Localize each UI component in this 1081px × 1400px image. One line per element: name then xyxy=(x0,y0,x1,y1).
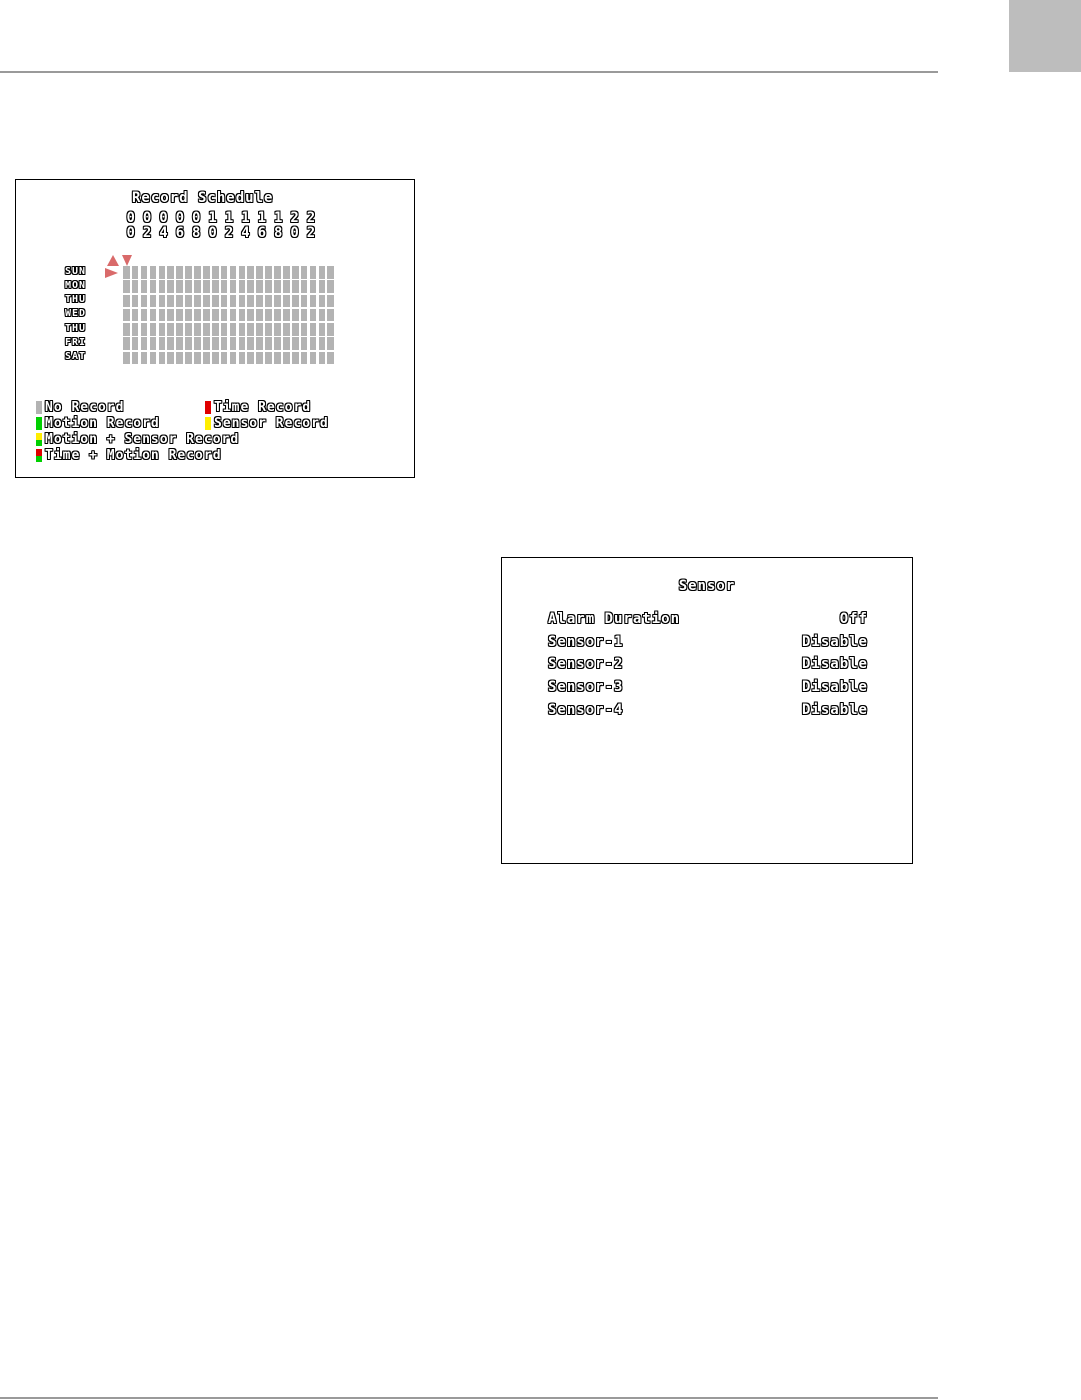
schedule-cell[interactable] xyxy=(247,337,254,350)
schedule-cell[interactable] xyxy=(141,295,148,308)
schedule-cell[interactable] xyxy=(132,352,139,365)
footer-rule xyxy=(0,1397,938,1399)
schedule-cell[interactable] xyxy=(265,309,272,322)
schedule-cell[interactable] xyxy=(319,352,326,365)
header-rule xyxy=(0,71,938,73)
schedule-cell[interactable] xyxy=(256,337,263,350)
legend-time-motion-record xyxy=(36,448,222,463)
schedule-cell[interactable] xyxy=(256,352,263,365)
hour-tens-row xyxy=(123,210,320,226)
schedule-cell[interactable] xyxy=(256,266,263,279)
schedule-cell[interactable] xyxy=(310,323,317,336)
schedule-cell[interactable] xyxy=(132,337,139,350)
schedule-cell[interactable] xyxy=(301,323,308,336)
cursor-up-arrow-icon[interactable] xyxy=(107,255,119,266)
swatch-motion-sensor-record xyxy=(36,433,42,446)
schedule-cell[interactable] xyxy=(221,337,228,350)
schedule-cell[interactable] xyxy=(167,266,174,279)
schedule-cell[interactable] xyxy=(274,352,281,365)
schedule-cell[interactable] xyxy=(239,309,246,322)
day-label-mon: MON xyxy=(65,280,87,291)
schedule-cell[interactable] xyxy=(150,337,157,350)
menu-row-label: Sensor-3 xyxy=(548,679,624,695)
schedule-cell[interactable] xyxy=(274,309,281,322)
schedule-cell[interactable] xyxy=(150,352,157,365)
schedule-cell[interactable] xyxy=(194,266,201,279)
schedule-cell[interactable] xyxy=(292,280,299,293)
hour-digit: 1 xyxy=(273,210,284,226)
schedule-cell[interactable] xyxy=(319,295,326,308)
hour-ones-row xyxy=(123,225,320,241)
legend-label: No Record xyxy=(45,400,125,415)
schedule-cell[interactable] xyxy=(301,280,308,293)
schedule-cell[interactable] xyxy=(319,323,326,336)
legend-time-record xyxy=(205,400,311,415)
schedule-cell[interactable] xyxy=(301,266,308,279)
schedule-cell[interactable] xyxy=(194,295,201,308)
menu-row-sensor-2[interactable] xyxy=(548,656,868,672)
schedule-cell[interactable] xyxy=(230,337,237,350)
schedule-cell[interactable] xyxy=(167,280,174,293)
menu-row-label: Alarm Duration xyxy=(548,611,681,627)
schedule-cell[interactable] xyxy=(159,337,166,350)
schedule-cell[interactable] xyxy=(239,337,246,350)
schedule-cell[interactable] xyxy=(132,323,139,336)
legend-label: Time + Motion Record xyxy=(45,448,222,463)
hour-digit: 0 xyxy=(290,225,300,241)
schedule-cell[interactable] xyxy=(221,280,228,293)
schedule-cell[interactable] xyxy=(203,352,210,365)
record-schedule-title: Record Schedule xyxy=(132,190,274,206)
schedule-cell[interactable] xyxy=(310,352,317,365)
schedule-cell[interactable] xyxy=(185,323,192,336)
schedule-cell[interactable] xyxy=(159,280,166,293)
schedule-cell[interactable] xyxy=(203,295,210,308)
schedule-cell[interactable] xyxy=(221,266,228,279)
schedule-cell[interactable] xyxy=(274,323,281,336)
hour-digit: 2 xyxy=(306,210,317,226)
schedule-cell[interactable] xyxy=(194,323,201,336)
schedule-cell[interactable] xyxy=(212,323,219,336)
schedule-cell[interactable] xyxy=(123,266,130,279)
schedule-cell[interactable] xyxy=(185,266,192,279)
schedule-cell[interactable] xyxy=(167,337,174,350)
hour-digit: 1 xyxy=(208,210,218,226)
schedule-cell[interactable] xyxy=(141,323,148,336)
hour-digit: 6 xyxy=(175,225,186,241)
menu-row-sensor-4[interactable] xyxy=(548,702,868,718)
schedule-cell[interactable] xyxy=(310,295,317,308)
hour-digit: 0 xyxy=(192,210,202,226)
schedule-cell[interactable] xyxy=(167,309,174,322)
hour-digit: 8 xyxy=(192,225,202,241)
schedule-cell[interactable] xyxy=(274,337,281,350)
schedule-cell[interactable] xyxy=(247,295,254,308)
schedule-cell[interactable] xyxy=(221,352,228,365)
schedule-cell[interactable] xyxy=(150,295,157,308)
schedule-cell[interactable] xyxy=(247,352,254,365)
schedule-cell[interactable] xyxy=(283,323,290,336)
schedule-cell[interactable] xyxy=(150,280,157,293)
schedule-cell[interactable] xyxy=(221,295,228,308)
schedule-cell[interactable] xyxy=(150,266,157,279)
swatch-sensor-record xyxy=(205,417,211,430)
hour-digit: 0 xyxy=(175,210,186,226)
schedule-cell[interactable] xyxy=(265,323,272,336)
schedule-cell[interactable] xyxy=(150,323,157,336)
schedule-cell[interactable] xyxy=(203,309,210,322)
day-label-thu: THU xyxy=(65,294,87,305)
schedule-cell[interactable] xyxy=(132,280,139,293)
menu-row-value[interactable]: Disable xyxy=(801,656,868,672)
menu-row-label: Sensor-4 xyxy=(548,702,624,718)
schedule-cell[interactable] xyxy=(132,266,139,279)
legend-no-record xyxy=(36,400,124,415)
swatch-time-motion-record xyxy=(36,449,42,462)
schedule-cell[interactable] xyxy=(310,337,317,350)
schedule-cell[interactable] xyxy=(327,309,334,322)
schedule-cell[interactable] xyxy=(167,323,174,336)
schedule-cell[interactable] xyxy=(159,266,166,279)
legend-motion-record xyxy=(36,416,160,431)
menu-row-sensor-1[interactable] xyxy=(548,634,868,650)
hour-digit: 0 xyxy=(159,210,169,226)
schedule-cell[interactable] xyxy=(256,309,263,322)
schedule-cell[interactable] xyxy=(301,337,308,350)
schedule-cell[interactable] xyxy=(194,337,201,350)
schedule-cell[interactable] xyxy=(283,337,290,350)
swatch-no-record xyxy=(36,401,42,414)
menu-row-label: Sensor-1 xyxy=(548,634,624,650)
schedule-cell[interactable] xyxy=(123,337,130,350)
schedule-cell[interactable] xyxy=(327,280,334,293)
hour-digit: 1 xyxy=(257,210,268,226)
schedule-cell[interactable] xyxy=(194,309,201,322)
schedule-cell[interactable] xyxy=(185,352,192,365)
schedule-cell[interactable] xyxy=(141,280,148,293)
schedule-cell[interactable] xyxy=(194,352,201,365)
day-label-thu-2: THU xyxy=(65,323,87,334)
schedule-cell[interactable] xyxy=(212,266,219,279)
schedule-cell[interactable] xyxy=(141,266,148,279)
hour-digit: 1 xyxy=(241,210,251,226)
hour-digit: 2 xyxy=(224,225,235,241)
legend-label: Motion + Sensor Record xyxy=(45,432,240,447)
schedule-cell[interactable] xyxy=(185,280,192,293)
schedule-cell[interactable] xyxy=(283,266,290,279)
schedule-cell[interactable] xyxy=(123,309,130,322)
schedule-cell[interactable] xyxy=(167,352,174,365)
schedule-cell[interactable] xyxy=(265,295,272,308)
day-label-sun: SUN xyxy=(65,266,87,277)
menu-row-sensor-3[interactable] xyxy=(548,679,868,695)
menu-row-alarm-duration[interactable] xyxy=(548,611,868,627)
schedule-cell[interactable] xyxy=(159,352,166,365)
legend-sensor-record xyxy=(205,416,329,431)
schedule-cell[interactable] xyxy=(212,352,219,365)
schedule-cell[interactable] xyxy=(310,309,317,322)
schedule-cell[interactable] xyxy=(256,323,263,336)
schedule-cell[interactable] xyxy=(185,295,192,308)
schedule-cell[interactable] xyxy=(327,323,334,336)
schedule-cell[interactable] xyxy=(230,266,237,279)
schedule-cell[interactable] xyxy=(123,352,130,365)
schedule-cell[interactable] xyxy=(319,337,326,350)
schedule-cell[interactable] xyxy=(176,280,183,293)
schedule-cell[interactable] xyxy=(292,266,299,279)
day-label-sat: SAT xyxy=(65,351,87,362)
schedule-cell[interactable] xyxy=(292,323,299,336)
hour-digit: 2 xyxy=(142,225,153,241)
schedule-cell[interactable] xyxy=(327,352,334,365)
schedule-cell[interactable] xyxy=(327,337,334,350)
schedule-cell[interactable] xyxy=(230,323,237,336)
schedule-cell[interactable] xyxy=(247,309,254,322)
schedule-cell[interactable] xyxy=(310,280,317,293)
schedule-cell[interactable] xyxy=(123,295,130,308)
cursor-right-arrow-icon[interactable] xyxy=(105,268,118,278)
menu-row-label: Sensor-2 xyxy=(548,656,624,672)
schedule-cell[interactable] xyxy=(212,295,219,308)
schedule-cell[interactable] xyxy=(274,295,281,308)
hour-digit: 4 xyxy=(159,225,169,241)
schedule-cell[interactable] xyxy=(239,352,246,365)
schedule-cell[interactable] xyxy=(185,337,192,350)
schedule-cell[interactable] xyxy=(265,266,272,279)
schedule-cell[interactable] xyxy=(141,309,148,322)
day-label-fri: FRI xyxy=(65,337,87,348)
schedule-cell[interactable] xyxy=(212,337,219,350)
page-corner-tab xyxy=(1009,0,1081,72)
hour-digit: 0 xyxy=(126,225,136,241)
schedule-cell[interactable] xyxy=(203,323,210,336)
schedule-cell[interactable] xyxy=(239,266,246,279)
schedule-cell[interactable] xyxy=(212,280,219,293)
schedule-cell[interactable] xyxy=(167,295,174,308)
schedule-cell[interactable] xyxy=(247,323,254,336)
schedule-cell[interactable] xyxy=(132,295,139,308)
menu-row-value[interactable]: Off xyxy=(839,611,868,627)
schedule-cell[interactable] xyxy=(274,266,281,279)
schedule-cell[interactable] xyxy=(327,295,334,308)
schedule-cell[interactable] xyxy=(123,323,130,336)
legend-label: Motion Record xyxy=(45,416,160,431)
hour-digit: 4 xyxy=(241,225,251,241)
schedule-cell[interactable] xyxy=(176,309,183,322)
schedule-cell[interactable] xyxy=(274,280,281,293)
day-label-wed: WED xyxy=(65,308,87,319)
schedule-cell[interactable] xyxy=(265,352,272,365)
schedule-cell[interactable] xyxy=(176,352,183,365)
schedule-cell[interactable] xyxy=(185,309,192,322)
schedule-cell[interactable] xyxy=(176,337,183,350)
legend-label: Sensor Record xyxy=(214,416,329,431)
schedule-cell[interactable] xyxy=(176,266,183,279)
schedule-cell[interactable] xyxy=(203,337,210,350)
schedule-cell[interactable] xyxy=(319,266,326,279)
schedule-cell[interactable] xyxy=(292,352,299,365)
legend-label: Time Record xyxy=(214,400,312,415)
schedule-cell[interactable] xyxy=(292,337,299,350)
schedule-cell[interactable] xyxy=(159,309,166,322)
record-schedule-screen xyxy=(15,179,415,478)
schedule-cell[interactable] xyxy=(203,266,210,279)
swatch-motion-record xyxy=(36,417,42,430)
schedule-cell[interactable] xyxy=(132,309,139,322)
schedule-cell[interactable] xyxy=(292,309,299,322)
schedule-cell[interactable] xyxy=(230,309,237,322)
schedule-cell[interactable] xyxy=(327,266,334,279)
schedule-cell[interactable] xyxy=(203,280,210,293)
schedule-cell[interactable] xyxy=(319,280,326,293)
cursor-down-arrow-icon[interactable] xyxy=(122,255,132,266)
schedule-cell[interactable] xyxy=(159,295,166,308)
schedule-cell[interactable] xyxy=(256,280,263,293)
schedule-cell[interactable] xyxy=(150,309,157,322)
schedule-cell[interactable] xyxy=(310,266,317,279)
hour-digit: 6 xyxy=(257,225,268,241)
menu-row-value[interactable]: Disable xyxy=(801,634,868,650)
schedule-cell[interactable] xyxy=(247,266,254,279)
sensor-menu-screen xyxy=(501,557,913,864)
schedule-cell[interactable] xyxy=(239,280,246,293)
schedule-cell[interactable] xyxy=(176,323,183,336)
schedule-cell[interactable] xyxy=(256,295,263,308)
schedule-cell[interactable] xyxy=(292,295,299,308)
schedule-cell[interactable] xyxy=(239,323,246,336)
schedule-cell[interactable] xyxy=(221,323,228,336)
menu-row-value[interactable]: Disable xyxy=(801,702,868,718)
schedule-cell[interactable] xyxy=(283,309,290,322)
schedule-cell[interactable] xyxy=(141,352,148,365)
hour-digit: 2 xyxy=(306,225,317,241)
schedule-grid[interactable] xyxy=(123,266,334,364)
schedule-cell[interactable] xyxy=(301,352,308,365)
schedule-cell[interactable] xyxy=(176,295,183,308)
schedule-cell[interactable] xyxy=(301,295,308,308)
sensor-menu-title: Sensor xyxy=(678,578,736,594)
hour-digit: 0 xyxy=(126,210,136,226)
schedule-cell[interactable] xyxy=(265,337,272,350)
schedule-cell[interactable] xyxy=(319,309,326,322)
schedule-cell[interactable] xyxy=(221,309,228,322)
hour-digit: 8 xyxy=(273,225,284,241)
schedule-cell[interactable] xyxy=(230,295,237,308)
menu-row-value[interactable]: Disable xyxy=(801,679,868,695)
schedule-cell[interactable] xyxy=(283,280,290,293)
schedule-cell[interactable] xyxy=(194,280,201,293)
schedule-cell[interactable] xyxy=(141,337,148,350)
legend-motion-sensor-record xyxy=(36,432,239,447)
hour-digit: 0 xyxy=(142,210,153,226)
schedule-cell[interactable] xyxy=(283,352,290,365)
schedule-cell[interactable] xyxy=(283,295,290,308)
schedule-cell[interactable] xyxy=(212,309,219,322)
schedule-cell[interactable] xyxy=(230,280,237,293)
schedule-cell[interactable] xyxy=(230,352,237,365)
swatch-time-record xyxy=(205,401,211,414)
hour-digit: 1 xyxy=(224,210,235,226)
schedule-cell[interactable] xyxy=(239,295,246,308)
schedule-cell[interactable] xyxy=(247,280,254,293)
schedule-cell[interactable] xyxy=(159,323,166,336)
schedule-cell[interactable] xyxy=(265,280,272,293)
schedule-cell[interactable] xyxy=(301,309,308,322)
schedule-cell[interactable] xyxy=(123,280,130,293)
hour-digit: 0 xyxy=(208,225,218,241)
hour-digit: 2 xyxy=(290,210,300,226)
